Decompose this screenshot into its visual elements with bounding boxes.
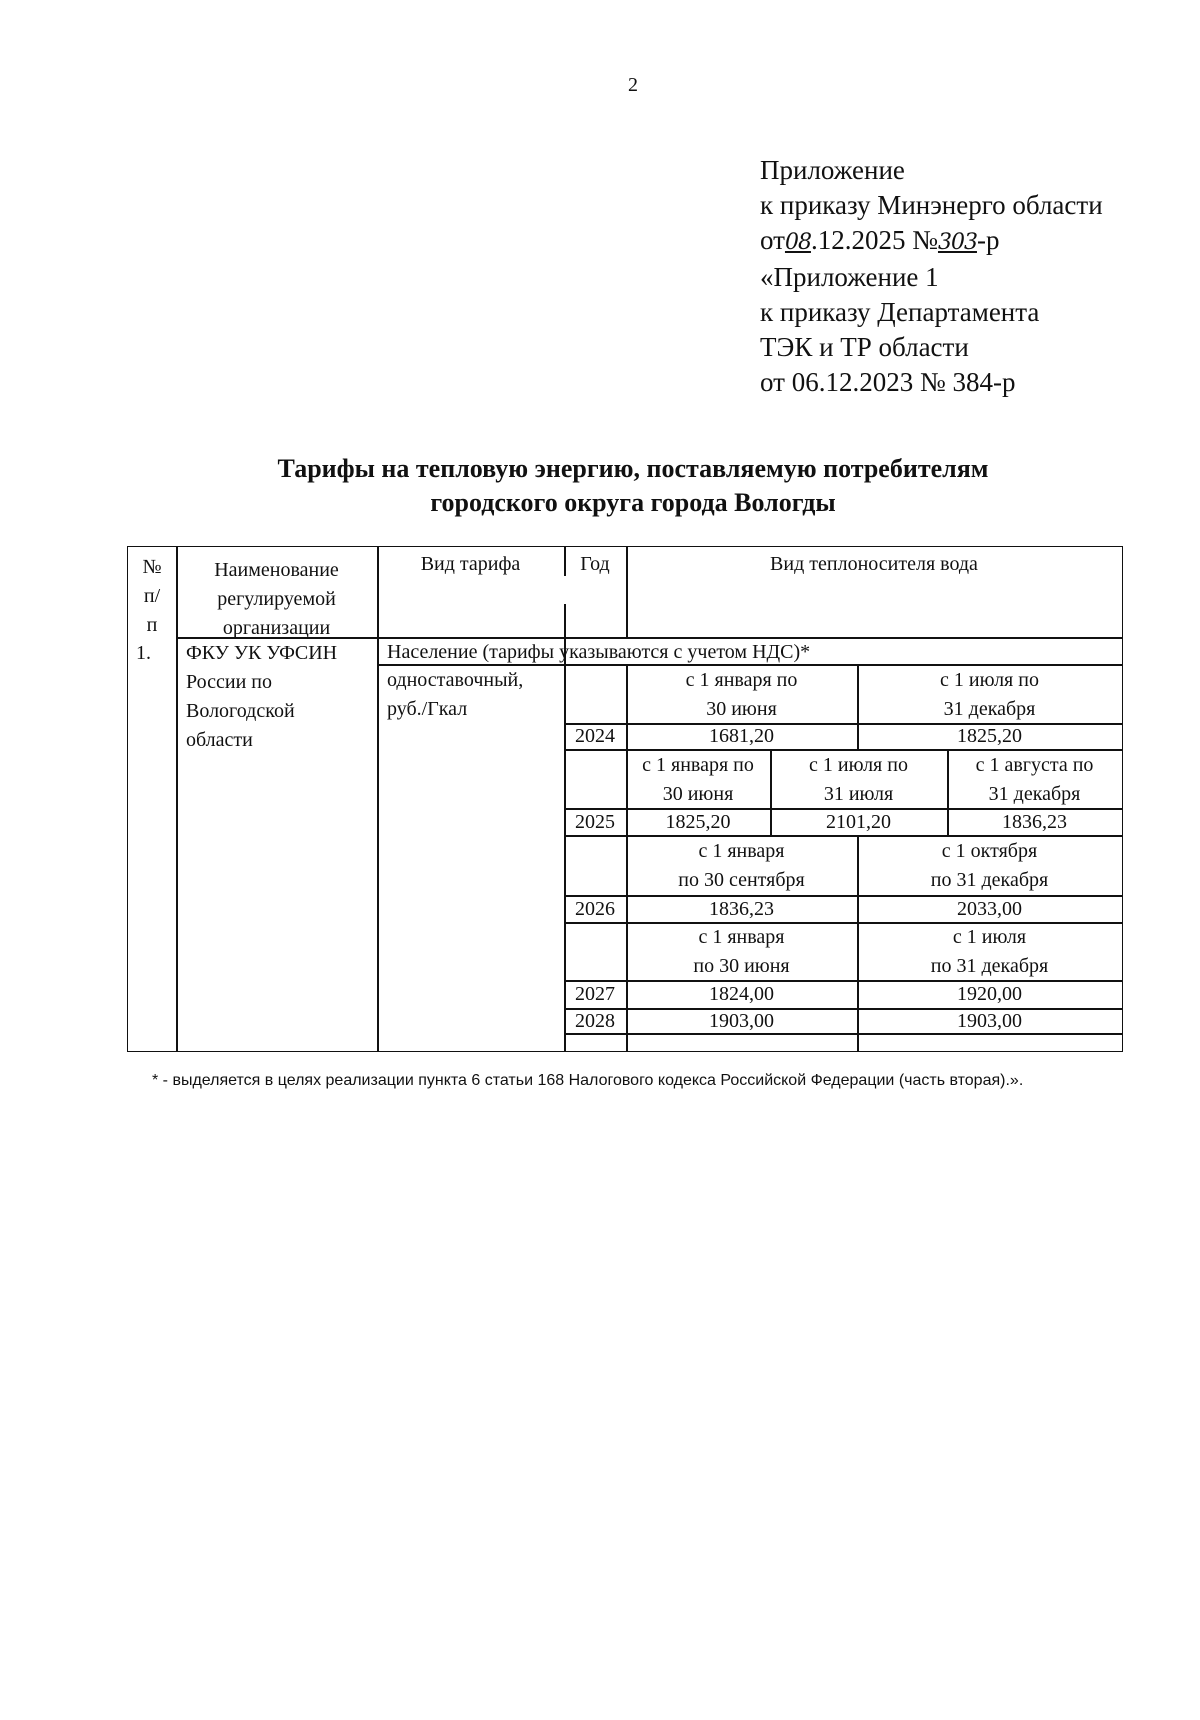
tariff-type-line-1: одноставочный, [387,669,524,691]
handwritten-day: 08 [784,230,811,255]
appendix-line-2: к приказу Минэнерго области [760,190,1103,220]
period-2024-1 [626,666,857,724]
period-2025-3-line-2: 31 декабря [988,783,1081,805]
document-title [100,452,1166,520]
title-line-1: Тарифы на тепловую энергию, поставляемую потребителям [277,454,989,483]
org-name-line-4: области [186,729,253,751]
appendix-block [760,153,1103,400]
appendix-line-5: к приказу Департамента [760,297,1040,327]
period-2025-2-line-1: с 1 июля по [809,754,908,776]
footnote: * - выделяется в целях реализации пункта 6 статьи 168 Налогового кодекса Российской Федерации (часть вторая).». [152,1072,1024,1089]
period-2026-1-line-2: по 30 сентября [678,869,805,891]
header-tariff-type: Вид тарифа [420,553,521,575]
period-2027-2-line-1: с 1 июля [952,926,1027,948]
period-2025-2-line-2: 31 июля [823,783,894,805]
period-2026-1 [626,837,857,895]
header-org-line-1: Наименование [214,559,339,581]
value-2025-2: 2101,20 [826,811,891,833]
tariff-type-value [387,666,523,724]
appendix-line-7: от 06.12.2023 № 384-р [760,367,1016,397]
period-2027-1-line-1: с 1 января [698,926,785,948]
handwritten-order-number: 303 [937,230,977,255]
year-2028: 2028 [575,1010,615,1032]
header-org-line-3: организации [222,617,331,639]
organization-name [186,639,337,755]
org-name-line-3: Вологодской [186,700,295,722]
value-2026-2: 2033,00 [957,898,1022,920]
value-2027-2: 1920,00 [957,983,1022,1005]
value-2027-1: 1824,00 [709,983,774,1005]
year-2024: 2024 [575,725,615,747]
org-name-line-1: ФКУ УК УФСИН [186,642,338,664]
header-number [128,553,176,640]
tariff-table [127,546,1123,1052]
period-2024-2-line-2: 31 декабря [943,698,1036,720]
appendix-date-suffix: -р [976,225,1000,255]
page-number: 2 [628,74,638,96]
header-heat-carrier: Вид теплоносителя вода [770,553,978,575]
value-2025-3: 1836,23 [1002,811,1067,833]
value-2024-2: 1825,20 [957,725,1022,747]
header-number-line-2: п/ [143,585,161,607]
period-2025-3-line-1: с 1 августа по [975,754,1094,776]
value-2024-1: 1681,20 [709,725,774,747]
appendix-line-4: «Приложение 1 [760,262,939,292]
year-2027: 2027 [575,983,615,1005]
year-2026: 2026 [575,898,615,920]
header-year: Год [580,553,610,575]
value-2028-2: 1903,00 [957,1010,1022,1032]
appendix-line-3 [760,223,1103,260]
value-2026-1: 1836,23 [709,898,774,920]
period-2025-1-line-1: с 1 января по [642,754,754,776]
period-2024-2-line-1: с 1 июля по [940,669,1039,691]
appendix-date-prefix: от [760,225,785,255]
period-2024-1-line-1: с 1 января по [685,669,798,691]
tariff-type-line-2: руб./Гкал [387,698,468,720]
appendix-line-1: Приложение [760,155,905,185]
period-2025-1 [626,751,770,809]
period-2027-2 [857,923,1122,981]
period-2025-1-line-2: 30 июня [662,783,734,805]
period-2026-1-line-1: с 1 января [698,840,785,862]
header-number-line-3: п [146,614,158,636]
year-2025: 2025 [575,811,615,833]
period-2025-2 [770,751,947,809]
period-2027-1-line-2: по 30 июня [693,955,790,977]
population-row: Население (тарифы указываются с учетом НДС)* [387,641,811,663]
appendix-date-mid: .12.2025 № [810,225,938,255]
period-2027-2-line-2: по 31 декабря [930,955,1049,977]
period-2024-2 [857,666,1122,724]
period-2026-2 [857,837,1122,895]
row-number: 1. [136,642,151,664]
period-2024-1-line-2: 30 июня [706,698,777,720]
header-organization [176,556,377,643]
title-line-2: городского округа города Вологды [430,488,836,517]
period-2026-2-line-1: с 1 октября [941,840,1038,862]
org-name-line-2: России по [186,671,272,693]
period-2026-2-line-2: по 31 декабря [930,869,1049,891]
period-2027-1 [626,923,857,981]
period-2025-3 [947,751,1122,809]
header-org-line-2: регулируемой [217,588,336,610]
header-number-line-1: № [142,556,162,578]
appendix-line-6: ТЭК и ТР области [760,332,969,362]
value-2025-1: 1825,20 [665,811,731,833]
value-2028-1: 1903,00 [709,1010,774,1032]
